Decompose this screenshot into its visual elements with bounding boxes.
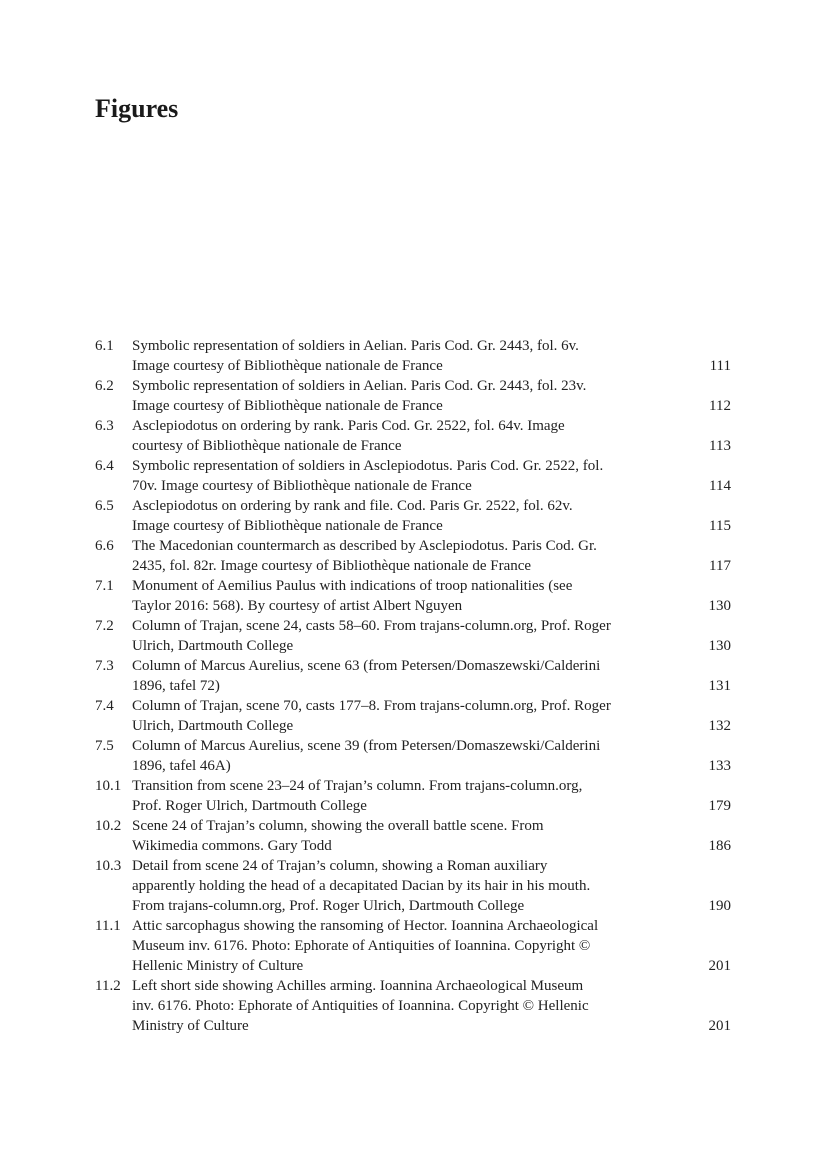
page-title: Figures [95, 94, 179, 123]
figure-caption: Column of Marcus Aurelius, scene 39 (from Petersen/Domaszewski/Calderini 1896, tafel 46A) [132, 738, 601, 774]
figure-number: 7.1 [95, 578, 114, 594]
figure-caption: Symbolic representation of soldiers in Asclepiodotus. Paris Cod. Gr. 2522, fol. 70v. Image courtesy of Bibliothèque nationale de France [132, 458, 604, 494]
figure-caption: Asclepiodotus on ordering by rank and file. Cod. Paris Gr. 2522, fol. 62v. Image courtesy of Bibliothèque nationale de France [132, 498, 573, 534]
figure-page-number: 201 [708, 1018, 731, 1034]
figure-entry [95, 856, 731, 916]
figure-number: 10.1 [95, 778, 122, 794]
figure-entry [95, 576, 731, 616]
figure-caption: Column of Trajan, scene 70, casts 177–8. From trajans-column.org, Prof. Roger Ulrich, Dartmouth College [132, 698, 611, 734]
figure-entry [95, 916, 731, 976]
figure-number: 6.3 [95, 418, 114, 434]
figure-entry [95, 736, 731, 776]
figure-number: 6.4 [95, 458, 114, 474]
figure-entry [95, 656, 731, 696]
figure-page-number: 179 [708, 798, 731, 814]
figure-number: 7.4 [95, 698, 114, 714]
figure-page-number: 115 [709, 518, 731, 534]
figure-number: 10.2 [95, 818, 122, 834]
figure-number: 11.1 [95, 918, 121, 934]
figure-page-number: 133 [708, 758, 731, 774]
figure-caption: Scene 24 of Trajan’s column, showing the overall battle scene. From Wikimedia commons. Gary Todd [132, 818, 544, 854]
figure-page-number: 201 [708, 958, 731, 974]
figure-page-number: 111 [709, 358, 731, 374]
figure-number: 7.2 [95, 618, 114, 634]
figure-caption: The Macedonian countermarch as described by Asclepiodotus. Paris Cod. Gr. 2435, fol. 82r. Image courtesy of Bibliothèque nationale de France [132, 538, 597, 574]
figure-caption: Detail from scene 24 of Trajan’s column, showing a Roman auxiliary apparently holding the head of a decapitated Dacian by its hair in his mouth. From trajans-column.org, Prof. Roger Ulrich, Dartmouth College [132, 858, 591, 914]
figure-caption: Attic sarcophagus showing the ransoming of Hector. Ioannina Archaeological Museum inv. 6176. Photo: Ephorate of Antiquities of Ioannina. Copyright © Hellenic Ministry of Culture [132, 918, 599, 974]
figure-page-number: 130 [708, 598, 731, 614]
figure-number: 6.2 [95, 378, 114, 394]
figure-page-number: 112 [709, 398, 731, 414]
figure-entry [95, 456, 731, 496]
figure-caption: Asclepiodotus on ordering by rank. Paris Cod. Gr. 2522, fol. 64v. Image courtesy of Bibliothèque nationale de France [132, 418, 565, 454]
figure-page-number: 131 [708, 678, 731, 694]
figure-caption: Left short side showing Achilles arming. Ioannina Archaeological Museum inv. 6176. Photo: Ephorate of Antiquities of Ioannina. Copyright © Hellenic Ministry of Culture [132, 978, 589, 1034]
figure-caption: Transition from scene 23–24 of Trajan’s column. From trajans-column.org, Prof. Roger Ulrich, Dartmouth College [132, 778, 583, 814]
figure-page-number: 114 [709, 478, 731, 494]
figure-number: 6.1 [95, 338, 114, 354]
figure-caption: Symbolic representation of soldiers in Aelian. Paris Cod. Gr. 2443, fol. 6v. Image courtesy of Bibliothèque nationale de France [132, 338, 579, 374]
figure-entry [95, 496, 731, 536]
figure-caption: Symbolic representation of soldiers in Aelian. Paris Cod. Gr. 2443, fol. 23v. Image courtesy of Bibliothèque nationale de France [132, 378, 587, 414]
figure-entry [95, 976, 731, 1036]
figure-page-number: 113 [709, 438, 731, 454]
figure-number: 10.3 [95, 858, 122, 874]
figure-caption: Column of Marcus Aurelius, scene 63 (from Petersen/Domaszewski/Calderini 1896, tafel 72) [132, 658, 601, 694]
figure-page-number: 117 [709, 558, 731, 574]
figure-entry [95, 536, 731, 576]
figure-list [95, 336, 731, 1036]
figure-entry [95, 816, 731, 856]
figure-entry [95, 336, 731, 376]
figure-page-number: 186 [708, 838, 731, 854]
figure-caption: Monument of Aemilius Paulus with indications of troop nationalities (see Taylor 2016: 568). By courtesy of artist Albert Nguyen [132, 578, 573, 614]
figure-number: 7.3 [95, 658, 114, 674]
figure-entry [95, 776, 731, 816]
figure-caption: Column of Trajan, scene 24, casts 58–60. From trajans-column.org, Prof. Roger Ulrich, Dartmouth College [132, 618, 611, 654]
figure-number: 7.5 [95, 738, 114, 754]
figure-page-number: 190 [708, 898, 731, 914]
figure-page-number: 130 [708, 638, 731, 654]
figure-number: 6.6 [95, 538, 114, 554]
figure-entry [95, 616, 731, 656]
figure-number: 6.5 [95, 498, 114, 514]
figure-entry [95, 376, 731, 416]
figure-page-number: 132 [708, 718, 731, 734]
figure-entry [95, 416, 731, 456]
figure-entry [95, 696, 731, 736]
figure-number: 11.2 [95, 978, 121, 994]
